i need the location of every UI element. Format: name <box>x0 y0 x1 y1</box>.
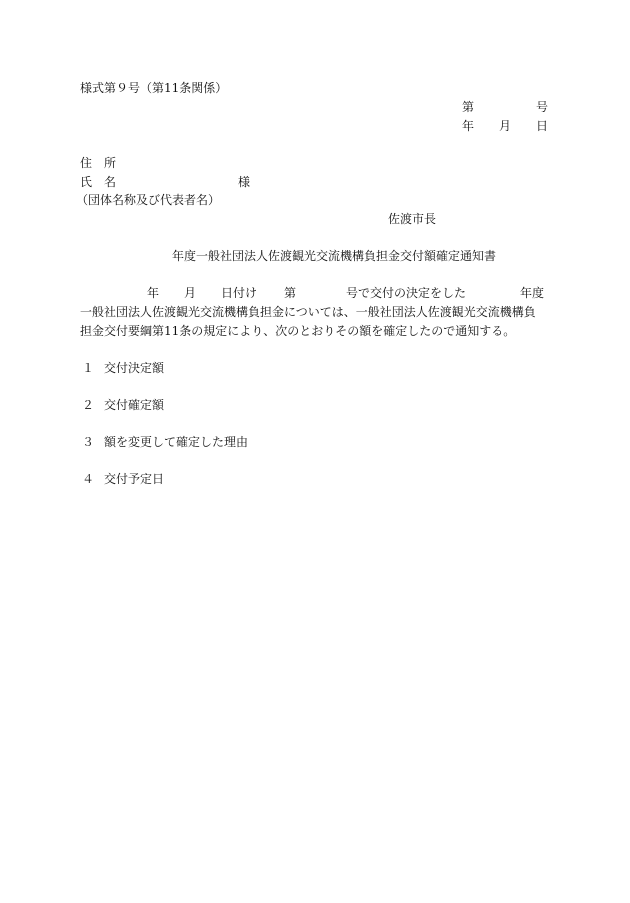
body-line-2: 一般社団法人佐渡観光交流機構負担金については、一般社団法人佐渡観光交流機構負 <box>80 305 536 319</box>
honorific: 様 <box>238 175 251 189</box>
doc-number-suffix: 号 <box>536 100 549 114</box>
date-year: 年 <box>462 119 475 133</box>
item-2-label: 交付確定額 <box>104 398 165 412</box>
body-year: 年 <box>147 286 160 300</box>
address-label: 住 所 <box>80 156 117 170</box>
item-4-label: 交付予定日 <box>104 472 165 486</box>
body-month: 月 <box>184 286 197 300</box>
name-label: 氏 名 <box>80 175 117 189</box>
issuer: 佐渡市長 <box>388 212 437 226</box>
item-3-num: ３ <box>82 435 95 449</box>
body-line-3: 担金交付要綱第11条の規定により、次のとおりその額を確定したので通知する。 <box>80 324 516 338</box>
date-month: 月 <box>499 119 512 133</box>
item-2-num: ２ <box>82 398 95 412</box>
form-number: 様式第９号（第11条関係） <box>80 81 228 95</box>
body-number-suffix: 号で交付の決定をした <box>346 286 467 300</box>
body-date-suffix: 日付け <box>221 286 258 300</box>
item-4-num: ４ <box>82 472 95 486</box>
date-day: 日 <box>536 119 549 133</box>
item-1-label: 交付決定額 <box>104 361 165 375</box>
body-fiscal-year: 年度 <box>520 286 545 300</box>
item-1-num: １ <box>82 361 95 375</box>
document-title: 年度一般社団法人佐渡観光交流機構負担金交付額確定通知書 <box>172 249 497 263</box>
item-3-label: 額を変更して確定した理由 <box>104 435 249 449</box>
body-number-prefix: 第 <box>284 286 297 300</box>
doc-number-prefix: 第 <box>462 100 475 114</box>
org-note: （団体名称及び代表者名） <box>76 193 221 207</box>
